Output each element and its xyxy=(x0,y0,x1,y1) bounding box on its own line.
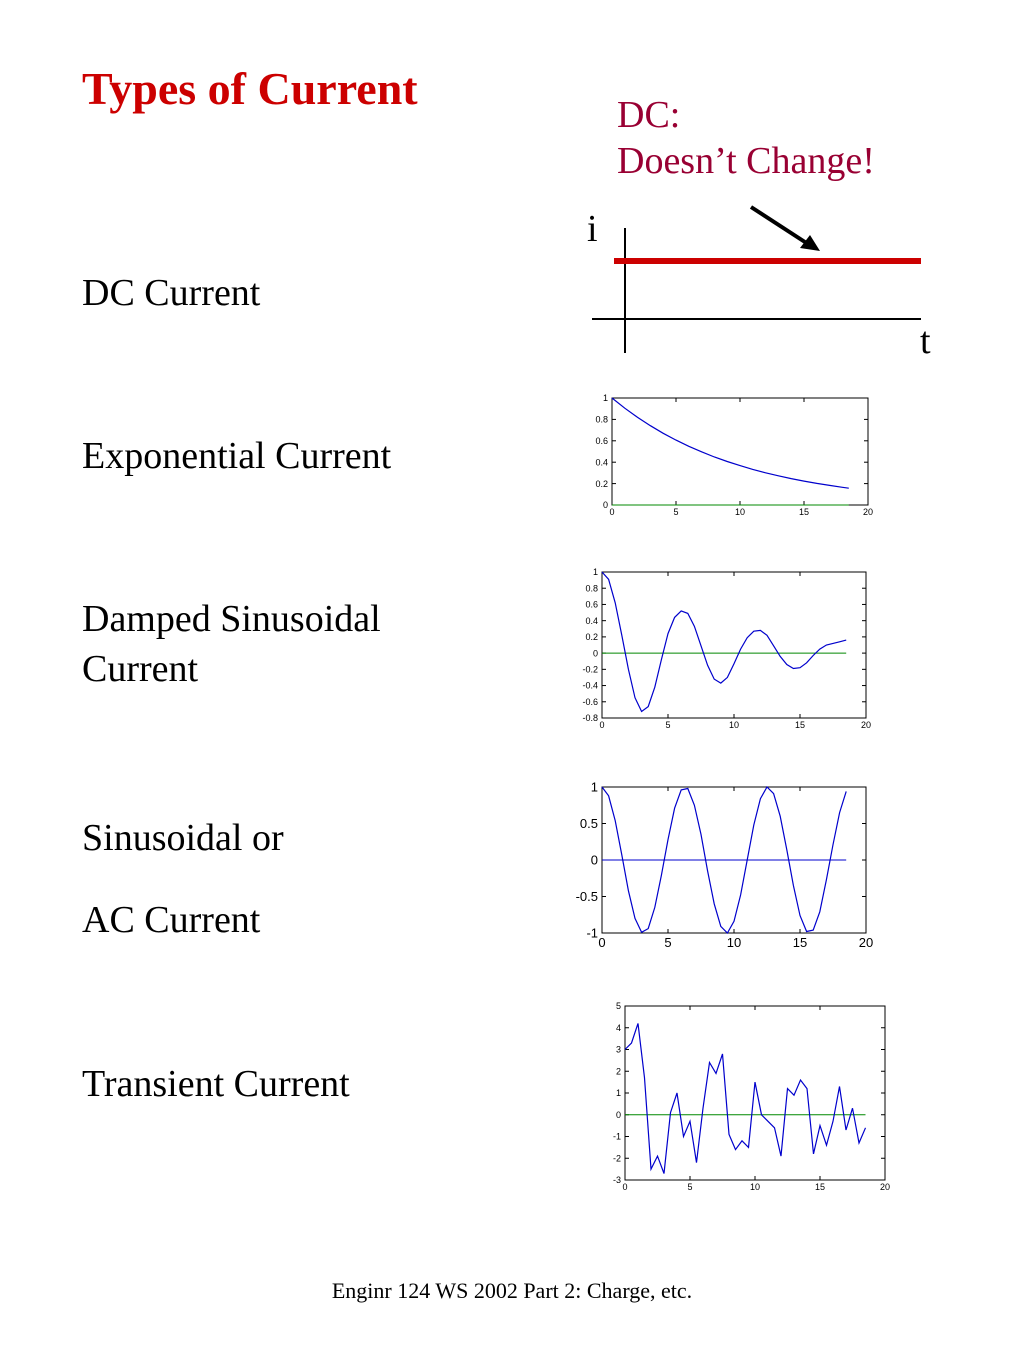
sinusoid-chart xyxy=(550,775,890,960)
y-tick-label: -0.4 xyxy=(582,680,598,691)
y-tick-label: -0.8 xyxy=(582,713,598,724)
label-damped-line2: Current xyxy=(82,648,199,691)
y-tick-label: 0.6 xyxy=(595,435,608,446)
dc-x-axis-label: t xyxy=(920,320,931,362)
y-tick-label: 4 xyxy=(615,1022,621,1033)
y-tick-label: 0.2 xyxy=(585,632,598,643)
transient-chart xyxy=(570,995,900,1200)
label-damped-sinusoidal xyxy=(82,594,381,694)
x-tick-label: 15 xyxy=(794,720,806,730)
y-tick-label: 2 xyxy=(615,1066,621,1077)
x-tick-label: 15 xyxy=(798,507,810,517)
y-tick-label: 0.4 xyxy=(585,615,598,626)
x-tick-label: 0 xyxy=(598,935,606,950)
exponential-chart xyxy=(560,380,890,530)
y-tick-label: -1 xyxy=(586,925,598,941)
y-tick-label: 0.4 xyxy=(595,457,608,468)
x-tick-label: 5 xyxy=(673,507,679,517)
y-tick-label: 0 xyxy=(592,648,598,659)
y-tick-label: 1 xyxy=(592,567,598,578)
y-tick-label: 3 xyxy=(615,1044,621,1055)
x-tick-label: 10 xyxy=(728,720,740,730)
x-tick-label: 10 xyxy=(734,507,746,517)
y-tick-label: -0.2 xyxy=(582,664,598,675)
label-damped-line1: Damped Sinusoidal xyxy=(82,598,381,640)
series-line xyxy=(625,1023,866,1173)
label-dc-current: DC Current xyxy=(82,272,261,314)
x-tick-label: 20 xyxy=(862,507,874,517)
y-tick-label: 0.8 xyxy=(595,414,608,425)
series-line xyxy=(602,572,846,712)
plot-frame xyxy=(625,1006,885,1180)
damped-sinusoid-chart xyxy=(550,560,890,735)
y-tick-label: -2 xyxy=(612,1153,621,1164)
y-tick-label: 1 xyxy=(615,1088,621,1099)
y-tick-label: -3 xyxy=(612,1175,621,1186)
x-tick-label: 10 xyxy=(726,935,742,950)
y-tick-label: -0.5 xyxy=(575,889,598,905)
dc-note-line2: Doesn’t Change! xyxy=(617,140,875,183)
label-exponential-current: Exponential Current xyxy=(82,435,392,477)
y-tick-label: 0.8 xyxy=(585,583,598,594)
x-tick-label: 5 xyxy=(687,1182,693,1192)
dc-note-line1: DC: xyxy=(617,94,681,136)
label-transient-current: Transient Current xyxy=(82,1063,350,1105)
x-tick-label: 20 xyxy=(879,1182,891,1192)
x-tick-label: 20 xyxy=(858,935,874,950)
x-tick-label: 0 xyxy=(599,720,605,730)
dc-y-axis-label: i xyxy=(587,208,598,250)
label-sinusoidal-line1: Sinusoidal or xyxy=(82,817,284,859)
y-tick-label: 0 xyxy=(615,1109,621,1120)
y-tick-label: 5 xyxy=(615,1001,621,1012)
dc-diagram xyxy=(0,0,1024,400)
x-tick-label: 15 xyxy=(792,935,808,950)
plot-frame xyxy=(612,398,868,505)
series-line xyxy=(612,398,849,488)
page-title: Types of Current xyxy=(82,63,418,114)
y-tick-label: 0 xyxy=(602,500,608,511)
x-tick-label: 15 xyxy=(814,1182,826,1192)
x-tick-label: 20 xyxy=(860,720,872,730)
x-tick-label: 5 xyxy=(665,720,671,730)
x-tick-label: 5 xyxy=(664,935,672,950)
y-tick-label: 0 xyxy=(590,852,598,868)
x-tick-label: 0 xyxy=(609,507,615,517)
y-tick-label: 1 xyxy=(590,779,598,795)
y-tick-label: 1 xyxy=(602,393,608,404)
x-tick-label: 0 xyxy=(622,1182,628,1192)
x-tick-label: 10 xyxy=(749,1182,761,1192)
y-tick-label: 0.5 xyxy=(579,816,598,832)
y-tick-label: -0.6 xyxy=(582,696,598,707)
y-tick-label: -1 xyxy=(612,1131,621,1142)
y-tick-label: 0.6 xyxy=(585,599,598,610)
dc-arrow-shaft xyxy=(751,207,808,244)
footer-text: Enginr 124 WS 2002 Part 2: Charge, etc. xyxy=(331,1278,693,1303)
y-tick-label: 0.2 xyxy=(595,478,608,489)
label-sinusoidal-line2: AC Current xyxy=(82,899,261,941)
